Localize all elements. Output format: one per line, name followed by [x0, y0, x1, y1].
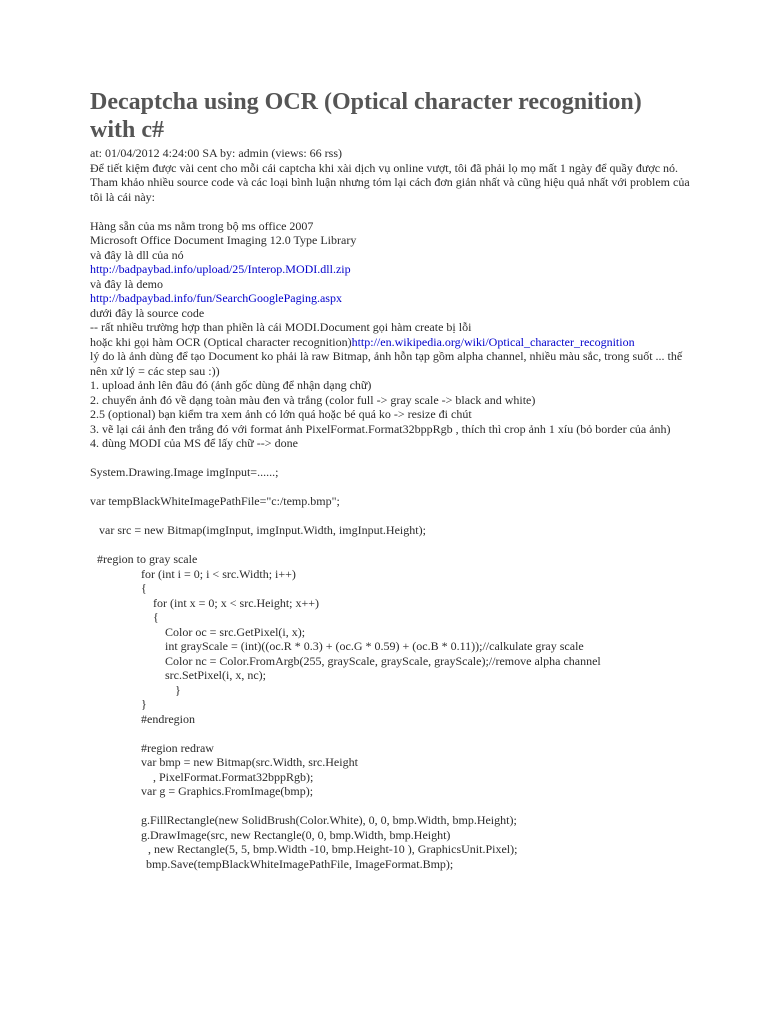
ocr-prefix: hoặc khi gọi hàm OCR (Optical character recognition)	[90, 334, 352, 349]
intro-paragraph-2: Tham khảo nhiều source code và các loại bình luận nhưng tóm lại cách đơn giản nhất và cũng hiệu quả nhất với problem của tôi là cái này:	[90, 175, 690, 204]
builtin-label: Hàng sẵn của ms nằm trong bộ ms office 2007	[90, 218, 314, 233]
code-line: var src = new Bitmap(imgInput, imgInput.Width, imgInput.Height);	[99, 523, 426, 537]
code-line: bmp.Save(tempBlackWhiteImagePathFile, ImageFormat.Bmp);	[146, 856, 454, 871]
spacer	[90, 204, 690, 219]
code-line: var bmp = new Bitmap(src.Width, src.Height	[141, 755, 358, 769]
complaint-text: -- rất nhiều trường hợp than phiền là cái MODI.Document gọi hàm create bị lỗi	[90, 320, 472, 334]
code-line: var tempBlackWhiteImagePathFile="c:/temp.bmp";	[90, 494, 340, 508]
source-label: dưới đây là source code	[90, 305, 205, 320]
demo-link[interactable]: http://badpaybad.info/fun/SearchGooglePaging.aspx	[90, 291, 342, 305]
code-line: System.Drawing.Image imgInput=......;	[90, 465, 279, 479]
code-line: Color nc = Color.FromArgb(255, grayScale, grayScale, grayScale);//remove alpha channel	[165, 653, 601, 668]
page-title: Decaptcha using OCR (Optical character recognition) with c#	[90, 89, 642, 143]
post-meta: at: 01/04/2012 4:24:00 SA by: admin (views: 66 rss)	[90, 146, 342, 160]
code-line: {	[153, 610, 159, 624]
library-name: Microsoft Office Document Imaging 12.0 Type Library	[90, 233, 357, 247]
step-item: 1. upload ảnh lên đâu đó (ảnh gốc dùng để nhận dạng chữ)	[90, 378, 372, 392]
code-line: g.DrawImage(src, new Rectangle(0, 0, bmp.Width, bmp.Height)	[141, 827, 451, 842]
dll-label: và đây là dll của nó	[90, 247, 184, 262]
reason-text: lý do là ảnh dùng để tạo Document ko phải là raw Bitmap, ảnh hỗn tạp gồm alpha channel, nhiều màu sắc, trong suốt ... thế nên xử lý = các step sau :))	[90, 349, 683, 378]
step-item: 2. chuyển ảnh đó về dạng toàn màu đen và trắng (color full -> gray scale -> black and white)	[90, 392, 536, 407]
demo-label: và đây là demo	[90, 276, 163, 291]
code-line: #endregion	[141, 711, 195, 726]
code-line: int grayScale = (int)((oc.R * 0.3) + (oc.G * 0.59) + (oc.B * 0.11));//calkulate gray scale	[165, 639, 584, 653]
code-line: #region to gray scale	[97, 552, 198, 566]
code-line: var g = Graphics.FromImage(bmp);	[141, 784, 314, 798]
code-line: for (int i = 0; i < src.Width; i++)	[141, 566, 296, 581]
post-content	[90, 146, 690, 871]
code-line: src.SetPixel(i, x, nc);	[165, 668, 266, 682]
ocr-wiki-link[interactable]: http://en.wikipedia.org/wiki/Optical_character_recognition	[351, 334, 635, 349]
code-line: , new Rectangle(5, 5, bmp.Width -10, bmp.Height-10 ), GraphicsUnit.Pixel);	[148, 842, 518, 856]
code-line: g.FillRectangle(new SolidBrush(Color.White), 0, 0, bmp.Width, bmp.Height);	[141, 813, 517, 827]
code-line: for (int x = 0; x < src.Height; x++)	[153, 595, 320, 610]
step-item: 4. dùng MODI của MS để lấy chữ --> done	[90, 436, 298, 450]
code-line: }	[175, 682, 181, 697]
ocr-line	[90, 335, 690, 350]
code-line: , PixelFormat.Format32bppRgb);	[153, 769, 314, 784]
intro-paragraph-1: Để tiết kiệm được vài cent cho mỗi cái captcha khi xài dịch vụ online vượt, tôi đã phải lọ mọ mất 1 ngày để quầy được nó.	[90, 160, 679, 175]
step-item: 2.5 (optional) bạn kiểm tra xem ảnh có lớn quá hoặc bé quá ko -> resize đi chút	[90, 407, 472, 421]
code-line: Color oc = src.GetPixel(i, x);	[165, 624, 306, 639]
code-line: }	[141, 697, 147, 711]
dll-link[interactable]: http://badpaybad.info/upload/25/Interop.MODI.dll.zip	[90, 262, 351, 276]
code-line: {	[141, 581, 147, 595]
code-line: #region redraw	[141, 740, 214, 755]
step-item: 3. vẽ lại cái ảnh đen trắng đó với format ảnh PixelFormat.Format32bppRgb , thích thì crop ảnh 1 xíu (bỏ border của ảnh)	[90, 421, 671, 436]
